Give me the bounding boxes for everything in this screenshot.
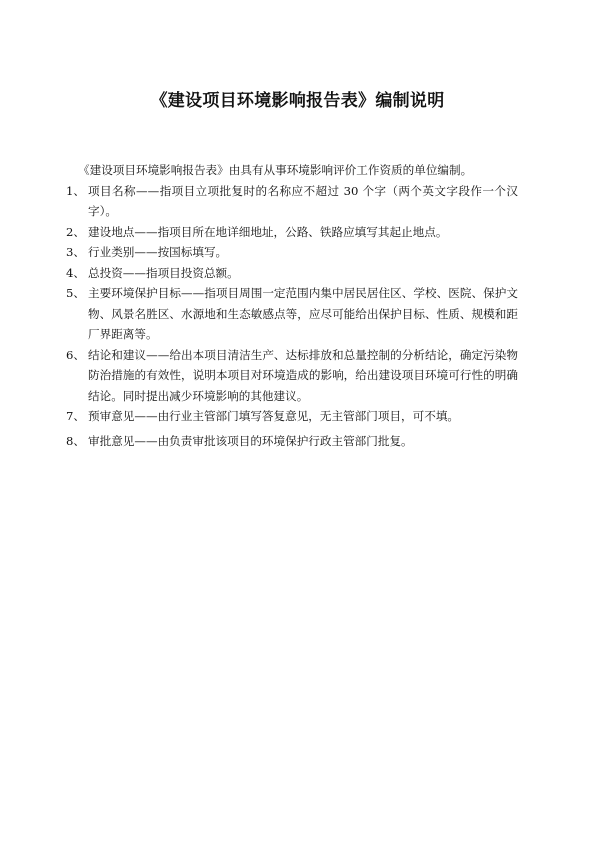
item-text: 行业类别——按国标填写。 <box>88 245 228 259</box>
item-text: 审批意见——由负责审批该项目的环境保护行政主管部门批复。 <box>88 433 413 448</box>
item-number: 7、 <box>66 409 85 423</box>
instructions-body <box>66 160 518 451</box>
item-text: 建设地点——指项目所在地详细地址，公路、铁路应填写其起止地点。 <box>88 224 448 239</box>
instruction-item-4 <box>66 263 518 284</box>
instruction-item-8 <box>66 431 518 452</box>
item-number: 6、 <box>66 347 85 362</box>
instruction-item-7 <box>66 406 518 427</box>
item-number: 3、 <box>66 245 85 259</box>
instruction-item-1 <box>66 181 518 222</box>
instruction-item-6 <box>66 345 518 407</box>
item-number: 1、 <box>66 183 85 198</box>
item-text: 结论和建议——给出本项目清洁生产、达标排放和总量控制的分析结论，确定污染物防治措施的有效性，说明本项目对环境造成的影响，给出建设项目环境可行性的明确结论。同时提出减少环境影响的其他建议。 <box>88 347 518 403</box>
instruction-item-2 <box>66 222 518 243</box>
item-text: 主要环境保护目标——指项目周围一定范围内集中居民居住区、学校、医院、保护文物、风景名胜区、水源地和生态敏感点等，应尽可能给出保护目标、性质、规模和距厂界距离等。 <box>88 286 518 341</box>
item-text: 总投资——指项目投资总额。 <box>88 265 239 280</box>
item-text: 预审意见——由行业主管部门填写答复意见，无主管部门项目，可不填。 <box>88 409 460 423</box>
intro-paragraph: 《建设项目环境影响报告表》由具有从事环境影响评价工作资质的单位编制。 <box>78 163 473 177</box>
item-number: 2、 <box>66 224 85 239</box>
instruction-item-3 <box>66 242 518 263</box>
item-number: 5、 <box>66 286 85 300</box>
item-text: 项目名称——指项目立项批复时的名称应不超过 30 个字（两个英文字段作一个汉字）。 <box>88 183 518 218</box>
document-title: 《建设项目环境影响报告表》编制说明 <box>150 91 445 111</box>
item-number: 4、 <box>66 265 85 280</box>
instruction-item-5 <box>66 283 518 345</box>
item-number: 8、 <box>66 433 85 448</box>
